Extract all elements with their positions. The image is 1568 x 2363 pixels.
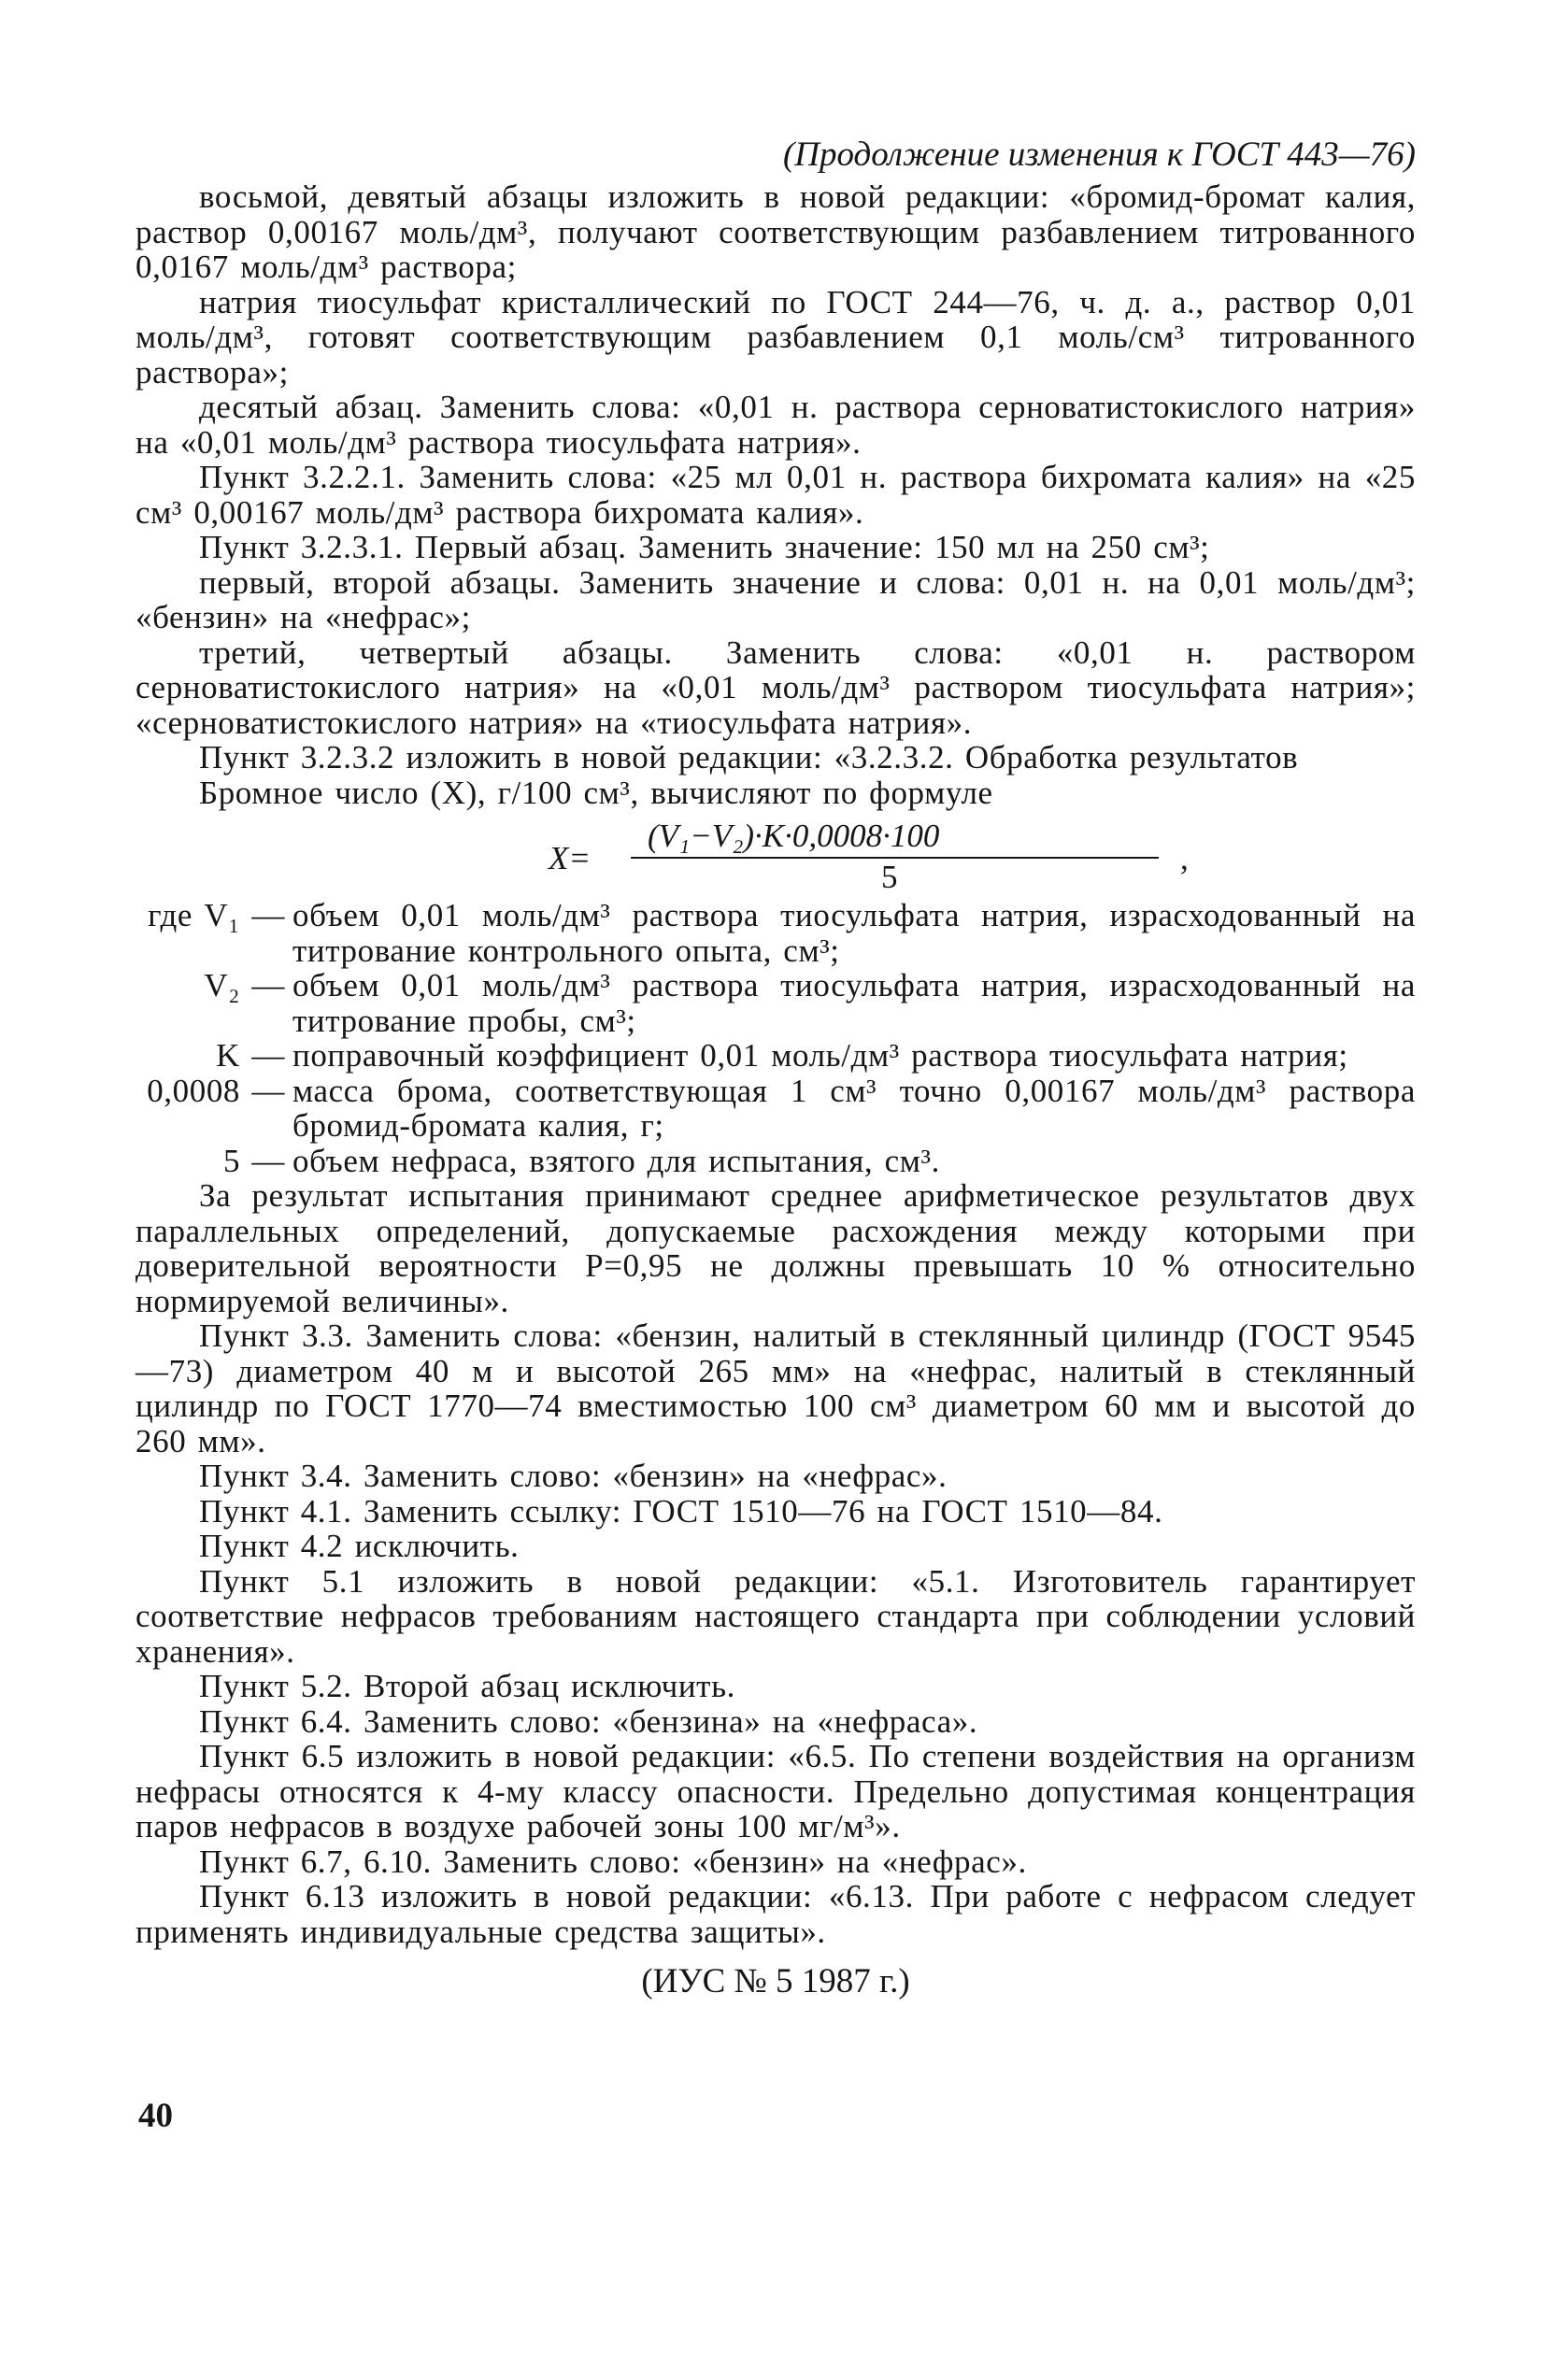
definition-text: объем нефраса, взятого для испытания, см³. (292, 1142, 940, 1179)
paragraph: Пункт 3.3. Заменить слова: «бензин, налитый в стеклянный цилиндр (ГОСТ 9545—73) диаметром 40 м и высотой 265 мм» на «нефрас, налитый в стеклянный цилиндр по ГОСТ 1770—74 вместимостью 100 см³ диаметром 60 мм и высотой до 260 мм». (135, 1317, 1416, 1459)
paragraph: Пункт 3.2.2.1. Заменить слова: «25 мл 0,01 н. раствора бихромата калия» на «25 см³ 0,00167 моль/дм³ раствора бихромата калия». (135, 459, 1416, 531)
definition-symbol: где V₁ — (148, 897, 285, 933)
definition-item (135, 1144, 1416, 1179)
paragraph: Пункт 6.5 изложить в новой редакции: «6.5. По степени воздействия на организм нефрасы относятся к 4-му классу опасности. Предельно допустимая концентрация паров нефрасов в воздухе рабочей зоны 100 мг/м³». (135, 1738, 1416, 1844)
paragraph: Пункт 6.4. Заменить слово: «бензина» на «нефраса». (199, 1702, 978, 1740)
paragraphs-bottom (135, 1178, 1416, 1949)
definition-text: объем 0,01 моль/дм³ раствора тиосульфата натрия, израсходованный на титрование пробы, см³; (292, 967, 1416, 1039)
paragraph: Бромное число (X), г/100 см³, вычисляют по формуле (199, 774, 993, 811)
paragraph: восьмой, девятый абзацы изложить в новой редакции: «бромид-бромат калия, раствор 0,00167 моль/дм³, получают соответствующим разбавлением титрованного 0,0167 моль/дм³ раствора; (135, 178, 1416, 285)
page-number: 40 (138, 2097, 173, 2135)
paragraph: первый, второй абзацы. Заменить значение и слова: 0,01 н. на 0,01 моль/дм³; «бензин» на «нефрас»; (135, 563, 1416, 635)
page-header: (Продолжение изменения к ГОСТ 443—76) (782, 135, 1416, 174)
definition-text: масса брома, соответствующая 1 см³ точно 0,00167 моль/дм³ раствора бромид-бромата калия, г; (292, 1072, 1416, 1144)
definition-symbol: 5 — (222, 1142, 285, 1179)
paragraph: Пункт 4.1. Заменить ссылку: ГОСТ 1510—76 на ГОСТ 1510—84. (199, 1492, 1163, 1530)
formula-numerator: (V₁−V₂)·K·0,0008·100 (648, 818, 940, 854)
definition-item (135, 1074, 1416, 1144)
formula-trail: , (1180, 840, 1189, 876)
paragraph: Пункт 5.1 изложить в новой редакции: «5.1. Изготовитель гарантирует соответствие нефрасов требованиям настоящего стандарта при соблюдении условий хранения». (135, 1562, 1416, 1670)
paragraph: третий, четвертый абзацы. Заменить слова: «0,01 н. раствором серноватистокислого натрия» на «0,01 моль/дм³ раствором тиосульфата натрия»; «серноватистокислого натрия» на «тиосульфата натрия». (135, 633, 1416, 741)
definition-symbol: 0,0008 — (147, 1072, 285, 1109)
document-page (135, 131, 1416, 2003)
ius-reference: (ИУС № 5 1987 г.) (641, 1962, 910, 2000)
formula-denominator: 5 (881, 859, 898, 895)
definition-item (135, 968, 1416, 1038)
paragraph: Пункт 3.2.3.1. Первый абзац. Заменить значение: 150 мл на 250 см³; (199, 529, 1210, 565)
paragraph: Пункт 3.2.3.2 изложить в новой редакции: «3.2.3.2. Обработка результатов (199, 739, 1299, 776)
paragraph: натрия тиосульфат кристаллический по ГОСТ 244—76, ч. д. а., раствор 0,01 моль/дм³, готовят соответствующим разбавлением 0,1 моль/см³ титрованного раствора»; (135, 283, 1416, 391)
definition-symbol: V₂ — (204, 967, 285, 1004)
definition-text: объем 0,01 моль/дм³ раствора тиосульфата натрия, израсходованный на титрование контрольного опыта, см³; (292, 897, 1416, 969)
paragraphs-top (135, 179, 1416, 810)
paragraph: Пункт 3.4. Заменить слово: «бензин» на «нефрас». (199, 1458, 948, 1494)
paragraph: десятый абзац. Заменить слова: «0,01 н. раствора серноватистокислого натрия» на «0,01 моль/дм³ раствора тиосульфата натрия». (135, 389, 1416, 461)
bromine-number-formula (135, 818, 1416, 894)
paragraph: Пункт 6.13 изложить в новой редакции: «6.13. При работе с нефрасом следует применять индивидуальные средства защиты». (135, 1878, 1416, 1950)
paragraph: Пункт 4.2 исключить. (199, 1528, 520, 1564)
formula-lhs: X= (549, 840, 591, 876)
paragraph: Пункт 6.7, 6.10. Заменить слово: «бензин» на «нефрас». (199, 1843, 1027, 1880)
definition-text: поправочный коэффициент 0,01 моль/дм³ раствора тиосульфата натрия; (292, 1037, 1348, 1074)
definition-item (135, 1038, 1416, 1074)
paragraph: За результат испытания принимают среднее арифметическое результатов двух параллельных определений, допускаемые расхождения между которыми при доверительной вероятности P=0,95 не должны превышать 10 % относительно нормируемой величины». (135, 1177, 1416, 1319)
paragraph: Пункт 5.2. Второй абзац исключить. (199, 1668, 735, 1704)
definition-symbol: K — (216, 1037, 285, 1074)
definition-item (135, 898, 1416, 968)
variable-definitions (135, 898, 1416, 1178)
